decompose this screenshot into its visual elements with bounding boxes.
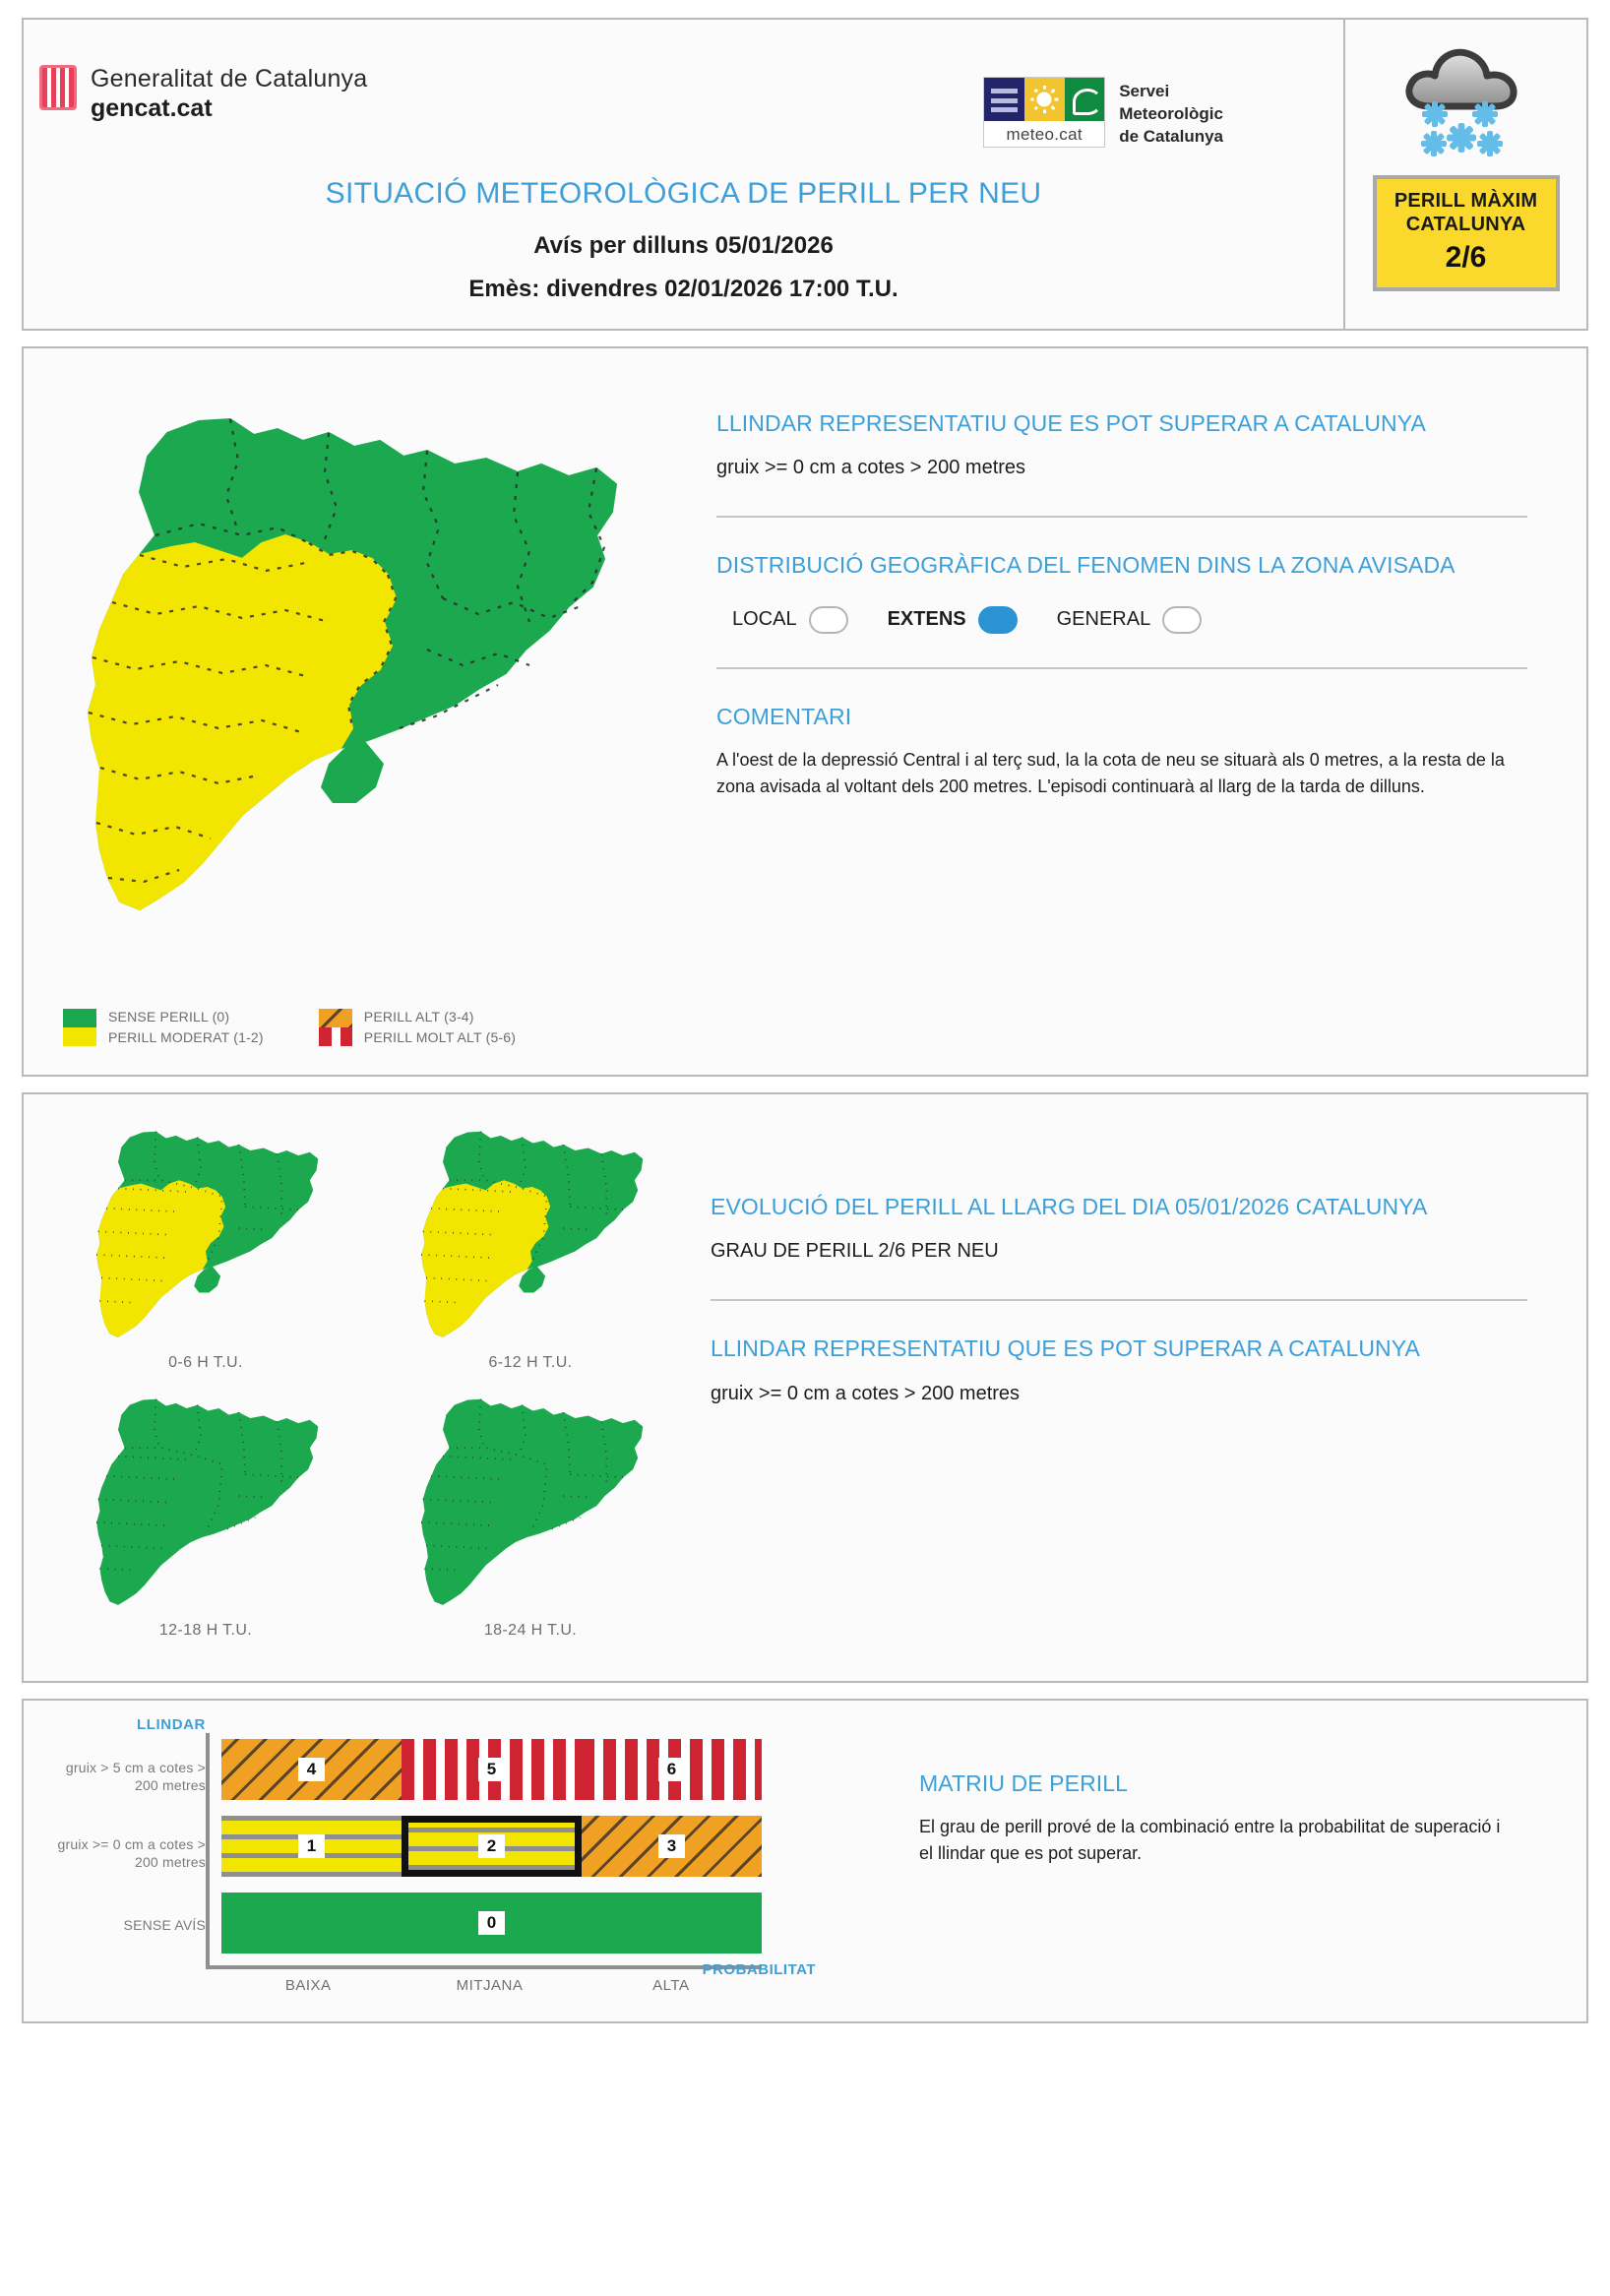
distribution-label-general: GENERAL: [1056, 608, 1151, 631]
matrix-cell-1[interactable]: [221, 1816, 402, 1877]
generalitat-name: Generalitat de Catalunya: [91, 65, 368, 93]
matrix-cell-2[interactable]: [402, 1816, 582, 1877]
evolution-details: [693, 1094, 1586, 1681]
matrix-cell-5[interactable]: [402, 1739, 582, 1800]
main-map-panel: [22, 346, 1588, 1077]
meteocat-wordmark: meteo.cat: [1006, 125, 1083, 144]
catalonia-danger-map: [33, 354, 663, 945]
smc-caption-line3: de Catalunya: [1119, 126, 1223, 146]
threshold-value: gruix >= 0 cm a cotes > 200 metres: [716, 457, 1026, 479]
matrix-x-axis-title: PROBABILITAT: [702, 1961, 816, 1978]
badge-line-2: CATALUNYA: [1405, 214, 1526, 235]
evolution-threshold-value: gruix >= 0 cm a cotes > 200 metres: [711, 1382, 1021, 1404]
map-legend: [63, 1007, 516, 1049]
distribution-label-local: LOCAL: [732, 608, 797, 631]
evolution-title: EVOLUCIÓ DEL PERILL AL LLARG DEL DIA 05/01/2026 CATALUNYA: [711, 1194, 1428, 1219]
matrix-cell-4-value: 4: [298, 1758, 325, 1782]
evolution-caption-6-12: 6-12 H T.U.: [488, 1354, 573, 1371]
divider-1: [716, 516, 1527, 518]
matrix-cell-0-value: 0: [478, 1911, 505, 1936]
matrix-column-label-mitjana: MITJANA: [456, 1977, 524, 1994]
distribution-options: [716, 606, 1527, 634]
evolution-caption-0-6: 0-6 H T.U.: [168, 1354, 243, 1371]
evolution-caption-12-18: 12-18 H T.U.: [158, 1622, 253, 1639]
comment-title: COMENTARI: [716, 703, 852, 729]
smc-caption-line1: Servei: [1119, 82, 1170, 100]
lines-icon: [984, 78, 1024, 121]
gencat-domain: gencat.cat: [91, 93, 213, 122]
distribution-toggle-extens[interactable]: [978, 606, 1018, 634]
matrix-plot-area: [206, 1733, 762, 1969]
legend-group-low: [63, 1007, 264, 1049]
evolution-map-18-24: [368, 1372, 693, 1640]
matrix-row-none: [221, 1893, 762, 1954]
catalonia-map-12-18: [73, 1372, 339, 1620]
matrix-cell-4[interactable]: [221, 1739, 402, 1800]
comment-text: A l'oest de la depressió Central i al terç sud, la la cota de neu se situarà als 0 metres, a la resta de la zona avisada al voltant dels 200 metres. L'episodi continuarà al llarg de la tarda de dilluns.: [716, 750, 1505, 797]
distribution-toggle-local[interactable]: [809, 606, 848, 634]
matrix-row-label-3: SENSE AVÍS: [123, 1916, 206, 1933]
catalonia-map-0-6: [73, 1104, 339, 1352]
distribution-toggle-general[interactable]: [1162, 606, 1202, 634]
distribution-option-extens[interactable]: [888, 606, 1018, 634]
distribution-label-extens: EXTENS: [887, 608, 966, 631]
matrix-column-label-baixa: BAIXA: [284, 1977, 332, 1994]
evolution-value: GRAU DE PERILL 2/6 PER NEU: [711, 1240, 999, 1263]
evolution-map-6-12: [368, 1104, 693, 1372]
danger-matrix-panel: [22, 1699, 1588, 2023]
meteocat-mark-icon: [983, 77, 1105, 148]
wind-swirl-icon: [1065, 78, 1105, 121]
matrix-title: MATRIU DE PERILL: [919, 1770, 1129, 1796]
warning-document: [0, 18, 1610, 2296]
title-block: [24, 177, 1343, 319]
meteocat-logo: [983, 77, 1223, 149]
matrix-cell-6-value: 6: [658, 1758, 685, 1782]
legend-label-0: SENSE PERILL (0): [108, 1008, 230, 1024]
header-main: [24, 20, 1345, 329]
matrix-column-labels: [206, 1977, 762, 1994]
page-title: SITUACIÓ METEOROLÒGICA DE PERILL PER NEU: [325, 177, 1042, 210]
matrix-cell-3-value: 3: [658, 1834, 685, 1859]
distribution-title: DISTRIBUCIÓ GEOGRÀFICA DEL FENOMEN DINS LA ZONA AVISADA: [716, 552, 1455, 579]
matrix-row-moderate: [221, 1816, 762, 1877]
issued-timestamp: Emès: divendres 02/01/2026 17:00 T.U.: [468, 276, 898, 302]
max-danger-badge: [1373, 175, 1560, 291]
badge-value: 2/6: [1445, 241, 1487, 274]
divider-2: [716, 667, 1527, 669]
catalonia-map-18-24: [398, 1372, 663, 1620]
matrix-row-label-2: gruix >= 0 cm a cotes > 200 metres: [57, 1835, 206, 1870]
distribution-option-local[interactable]: [732, 606, 848, 634]
matrix-cell-2-value: 2: [478, 1834, 505, 1859]
main-map-container: [24, 348, 693, 1075]
matrix-cell-6[interactable]: [582, 1739, 762, 1800]
catalonia-map-6-12: [398, 1104, 663, 1352]
matrix-cell-5-value: 5: [478, 1758, 505, 1782]
evolution-map-12-18: [43, 1372, 368, 1640]
main-map-details: [693, 348, 1586, 1075]
legend-label-3-4: PERILL ALT (3-4): [363, 1008, 474, 1024]
divider-3: [711, 1299, 1527, 1301]
legend-group-high: [319, 1007, 516, 1049]
matrix-description: El grau de perill prové de la combinació entre la probabilitat de superació i el llindar que es pot superar.: [919, 1817, 1501, 1864]
legend-swatch-low: [63, 1009, 96, 1046]
evolution-caption-18-24: 18-24 H T.U.: [483, 1622, 578, 1639]
danger-matrix-details: [909, 1701, 1586, 2021]
legend-label-1-2: PERILL MODERAT (1-2): [108, 1029, 264, 1046]
badge-line-1: PERILL MÀXIM: [1393, 190, 1538, 212]
matrix-row-labels: [43, 1733, 206, 1969]
meteocat-caption: [1119, 77, 1223, 149]
matrix-row-label-1: gruix > 5 cm a cotes > 200 metres: [65, 1759, 206, 1793]
matrix-row-high: [221, 1739, 762, 1800]
document-header: [22, 18, 1588, 331]
distribution-option-general[interactable]: [1057, 606, 1203, 634]
matrix-cell-0[interactable]: [221, 1893, 762, 1954]
threshold-title: LLINDAR REPRESENTATIU QUE ES POT SUPERAR A CATALUNYA: [716, 410, 1426, 436]
smc-caption-line2: Meteorològic: [1119, 103, 1223, 123]
sun-icon: [1024, 78, 1065, 121]
generalitat-wordmark: [91, 65, 367, 123]
evolution-panel: [22, 1092, 1588, 1683]
legend-label-5-6: PERILL MOLT ALT (5-6): [363, 1029, 517, 1046]
header-side: [1345, 20, 1586, 329]
evolution-map-0-6: [43, 1104, 368, 1372]
danger-matrix-chart: [24, 1701, 909, 2021]
snow-cloud-icon: [1393, 35, 1540, 165]
evolution-maps: [24, 1094, 693, 1681]
legend-swatch-high: [319, 1009, 352, 1046]
matrix-column-label-alta: ALTA: [652, 1977, 690, 1994]
matrix-cell-1-value: 1: [298, 1834, 325, 1859]
generalitat-logo: [39, 65, 367, 123]
matrix-y-axis-title: LLINDAR: [136, 1716, 206, 1733]
evolution-threshold-title: LLINDAR REPRESENTATIU QUE ES POT SUPERAR A CATALUNYA: [711, 1335, 1420, 1362]
generalitat-shield-icon: [39, 65, 77, 110]
matrix-cell-3[interactable]: [582, 1816, 762, 1877]
notice-date: Avís per dilluns 05/01/2026: [533, 232, 834, 259]
